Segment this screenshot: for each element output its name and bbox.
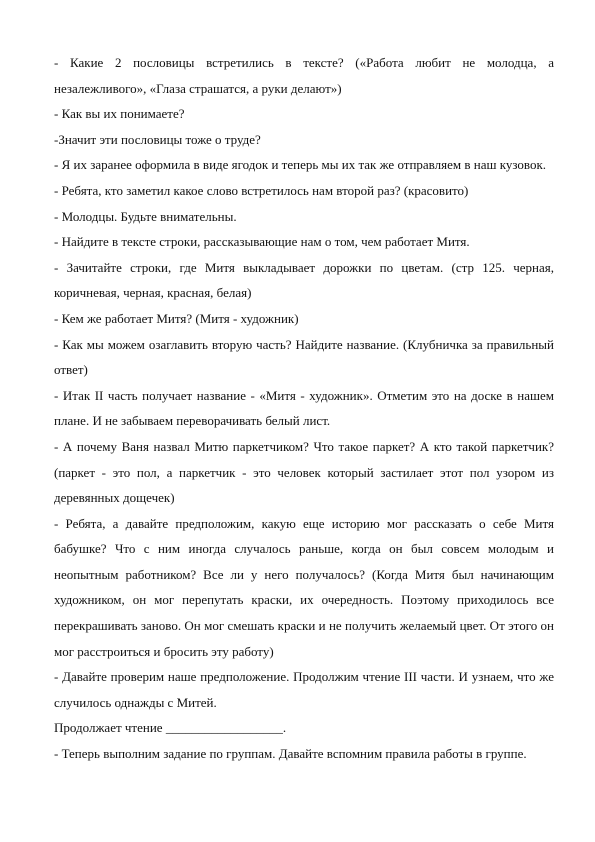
paragraph-predict-story: - Ребята, а давайте предположим, какую еще историю мог рассказать о себе Митя бабушке? Что с ним иногда случалось раньше, когда он был совсем молодым и неопытным работником? Все ли у него получалось? (Когда Митя был начинающим художником, он мог перепутать краски, их очередность. Поэтому приходилось все перекрашивать заново. Он мог смешать краски и не получить желаемый цвет. От этого он мог расстроиться и бросить эту работу): [54, 515, 554, 659]
paragraph-find-lines: - Найдите в тексте строки, рассказывающие нам о том, чем работает Митя.: [54, 234, 470, 250]
paragraph-be-attentive: - Молодцы. Будьте внимательны.: [54, 208, 237, 224]
paragraph-continue-reading: Продолжает чтение __________________.: [54, 720, 287, 736]
paragraph-title-second-part: - Как мы можем озаглавить вторую часть? Найдите название. (Клубничка за правильный ответ): [54, 336, 554, 378]
paragraph-proverbs-question: - Какие 2 пословицы встретились в тексте? («Работа любит не молодца, а незалежливого», «Глаза страшатся, а руки делают»): [54, 55, 554, 96]
paragraph-second-part-title: - Итак II часть получает название - «Митя - художник». Отметим это на доске в нашем плане. И не забываем переворачивать белый лист.: [54, 387, 554, 429]
paragraph-group-task: - Теперь выполним задание по группам. Давайте вспомним правила работы в группе.: [54, 746, 527, 762]
paragraph-parquet: - А почему Ваня назвал Митю паркетчиком? Что такое паркет? А кто такой паркетчик? (паркет - это пол, а паркетчик - это человек который застилает этот пол узором из деревянных дощечек): [54, 438, 554, 506]
document-page: [54, 50, 554, 767]
paragraph-check-prediction: - Давайте проверим наше предположение. Продолжим чтение III части. И узнаем, что же случилось однажды с Митей.: [54, 669, 554, 710]
paragraph-repeated-word: - Ребята, кто заметил какое слово встретилось нам второй раз? (красовито): [54, 182, 469, 198]
paragraph-read-lines: - Зачитайте строки, где Митя выкладывает дорожки по цветам. (стр 125. черная, коричневая, черная, красная, белая): [54, 259, 554, 301]
paragraph-mitya-job: - Кем же работает Митя? (Митя - художник): [54, 310, 299, 326]
paragraph-understanding-question: - Как вы их понимаете?: [54, 106, 185, 122]
paragraph-berries-basket: - Я их заранее оформила в виде ягодок и теперь мы их так же отправляем в наш кузовок.: [54, 157, 547, 173]
paragraph-about-work-question: -Значит эти пословицы тоже о труде?: [54, 131, 261, 147]
